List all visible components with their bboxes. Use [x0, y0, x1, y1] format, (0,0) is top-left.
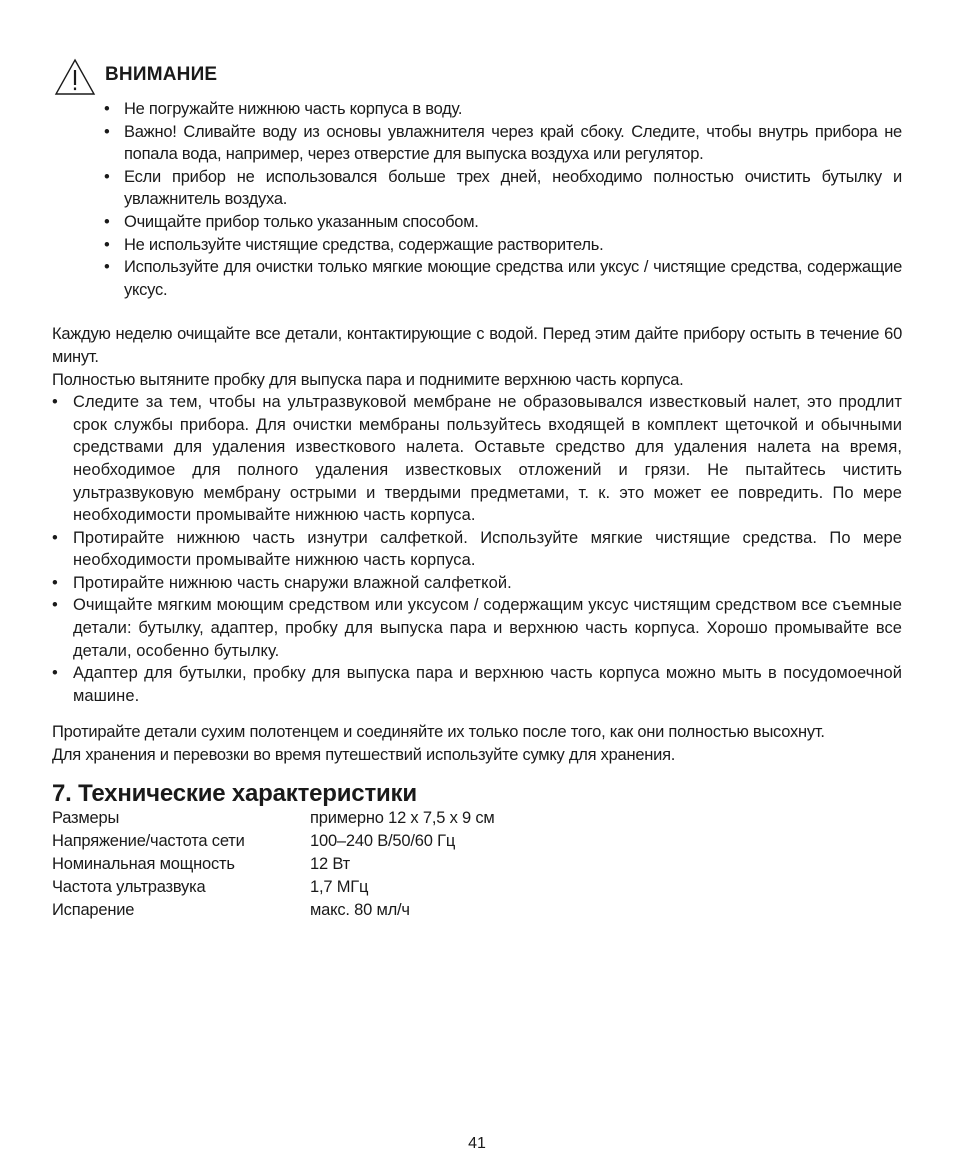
warning-header — [52, 58, 902, 98]
warning-item: • Очищайте прибор только указанным способом. — [124, 211, 902, 234]
specs-title: 7. Технические характеристики — [52, 779, 417, 807]
spec-value: примерно 12 x 7,5 x 9 см — [310, 808, 495, 827]
spec-value: 1,7 МГц — [310, 877, 369, 896]
cleaning-item: • Протирайте нижнюю часть снаружи влажной салфеткой. — [73, 572, 902, 595]
manual-page — [52, 58, 902, 922]
warning-item: • Важно! Сливайте воду из основы увлажнителя через край сбоку. Следите, чтобы внутрь прибора не попала вода, например, через отверстие для выпуска воздуха или регулятор. — [124, 121, 902, 166]
cleaning-paragraph: Каждую неделю очищайте все детали, контактирующие с водой. Перед этим дайте прибору остыть в течение 60 минут. — [52, 325, 902, 366]
warning-item: • Если прибор не использовался больше трех дней, необходимо полностью очистить бутылку и увлажнитель воздуха. — [124, 166, 902, 211]
specs-row — [52, 876, 495, 899]
specs-table — [52, 807, 495, 922]
cleaning-list — [52, 391, 902, 707]
warning-title: ВНИМАНИЕ — [105, 64, 218, 85]
page-number: 41 — [468, 1135, 486, 1152]
specs-row — [52, 807, 495, 830]
cleaning-item: • Следите за тем, чтобы на ультразвуковой мембране не образовывался известковый налет, это продлит срок службы прибора. Для очистки мембраны пользуйтесь входящей в комплект щеточкой и обычными средствами для удаления известкового налета. Оставьте средство для удаления налета на время, необходимое для полного удаления известковых отложений и грязи. Не пытайтесь чистить ультразвуковую мембрану острыми и твердыми предметами, т. к. это может ее повредить. По мере необходимости промывайте нижнюю часть корпуса. — [73, 391, 902, 527]
spec-value: макс. 80 мл/ч — [310, 900, 410, 919]
warning-item: • Не используйте чистящие средства, содержащие растворитель. — [124, 234, 902, 257]
spec-label: Частота ультразвука — [52, 877, 206, 896]
cleaning-item: • Адаптер для бутылки, пробку для выпуска пара и верхнюю часть корпуса можно мыть в посудомоечной машине. — [73, 662, 902, 707]
specs-row — [52, 899, 495, 922]
storage-paragraph: Для хранения и перевозки во время путешествий используйте сумку для хранения. — [52, 746, 676, 765]
warning-item: • Не погружайте нижнюю часть корпуса в воду. — [124, 98, 902, 121]
drying-paragraph: Протирайте детали сухим полотенцем и соединяйте их только после того, как они полностью высохнут. — [52, 723, 825, 742]
spec-value: 100–240 В/50/60 Гц — [310, 831, 456, 850]
spec-label: Напряжение/частота сети — [52, 831, 245, 850]
spec-label: Испарение — [52, 900, 135, 919]
warning-triangle-icon — [54, 58, 96, 96]
cleaning-paragraph: Полностью вытяните пробку для выпуска пара и поднимите верхнюю часть корпуса. — [52, 370, 684, 389]
spec-label: Размеры — [52, 808, 120, 827]
cleaning-item: • Протирайте нижнюю часть изнутри салфеткой. Используйте мягкие чистящие средства. По мере необходимости промывайте нижнюю часть корпуса. — [73, 527, 902, 572]
specs-row — [52, 853, 495, 876]
warning-list — [52, 98, 902, 301]
warning-item: • Используйте для очистки только мягкие моющие средства или уксус / чистящие средства, содержащие уксус. — [124, 256, 902, 301]
spec-value: 12 Вт — [310, 854, 350, 873]
specs-row — [52, 830, 495, 853]
cleaning-item: • Очищайте мягким моющим средством или уксусом / содержащим уксус чистящим средством все съемные детали: бутылку, адаптер, пробку для выпуска пара и верхнюю часть корпуса. Хорошо промывайте все детали, особенно бутылку. — [73, 594, 902, 662]
spec-label: Номинальная мощность — [52, 854, 235, 873]
